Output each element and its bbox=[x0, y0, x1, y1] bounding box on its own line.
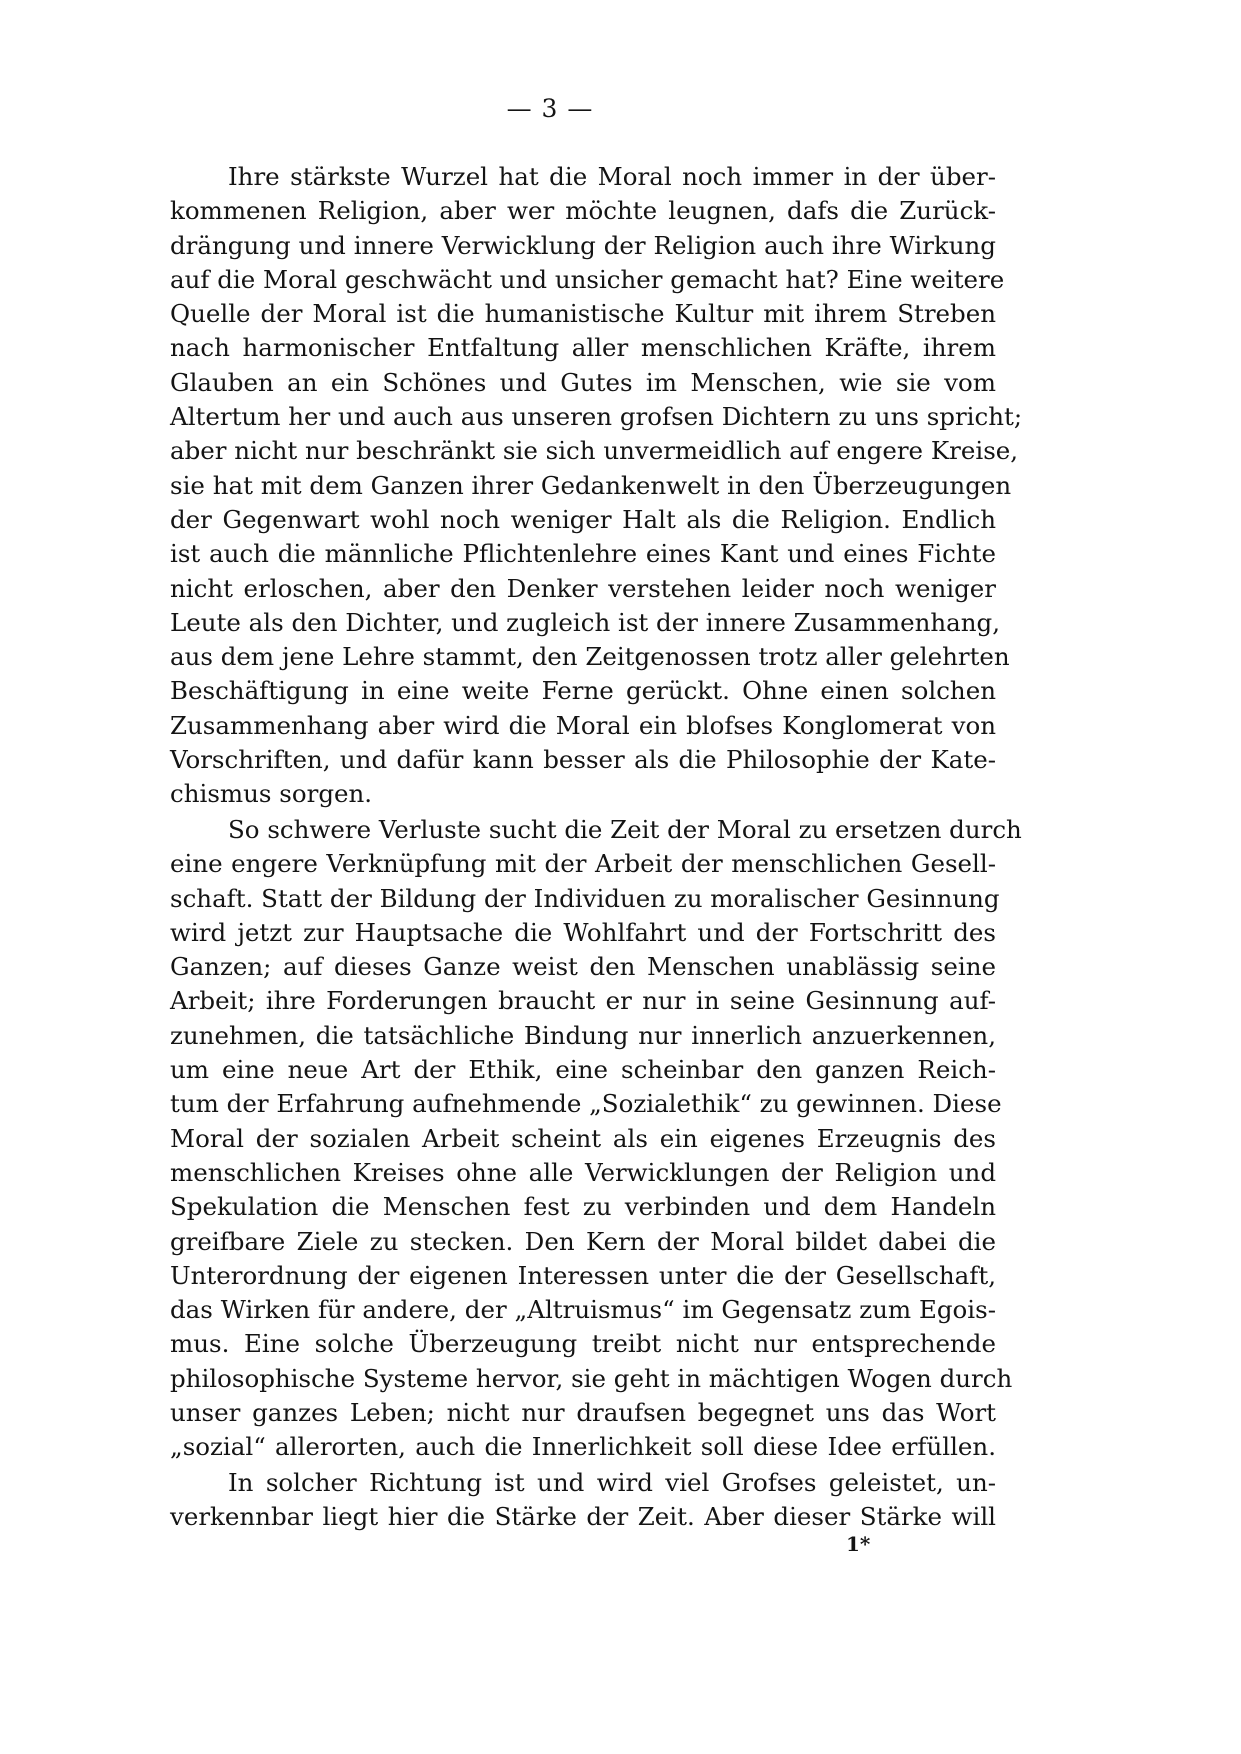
text-line: Quelle der Moral ist die humanistische Kultur mit ihrem Streben bbox=[170, 299, 996, 329]
page-number: — 3 — bbox=[506, 94, 594, 123]
text-line: Arbeit; ihre Forderungen braucht er nur in seine Gesinnung auf- bbox=[170, 986, 996, 1016]
text-line: drängung und innere Verwicklung der Religion auch ihre Wirkung bbox=[170, 230, 996, 260]
text-line: unser ganzes Leben; nicht nur draufsen begegnet uns das Wort bbox=[170, 1398, 996, 1428]
text-line: wird jetzt zur Hauptsache die Wohlfahrt und der Fortschritt des bbox=[170, 917, 996, 947]
text-line: mus. Eine solche Überzeugung treibt nicht nur entsprechende bbox=[170, 1329, 996, 1359]
text-line: Unterordnung der eigenen Interessen unter die der Gesellschaft, bbox=[170, 1260, 996, 1290]
text-line: menschlichen Kreises ohne alle Verwicklungen der Religion und bbox=[170, 1157, 996, 1187]
text-line: aber nicht nur beschränkt sie sich unvermeidlich auf engere Kreise, bbox=[170, 436, 1019, 466]
text-line: Altertum her und auch aus unseren grofsen Dichtern zu uns spricht; bbox=[170, 402, 1023, 432]
text-line: Ganzen; auf dieses Ganze weist den Menschen unablässig seine bbox=[170, 952, 996, 982]
text-line: „sozial“ allerorten, auch die Innerlichkeit soll diese Idee erfüllen. bbox=[170, 1432, 996, 1462]
text-line: auf die Moral geschwächt und unsicher gemacht hat? Eine weitere bbox=[170, 264, 1005, 294]
text-line: In solcher Richtung ist und wird viel Grofses geleistet, un- bbox=[228, 1468, 996, 1497]
text-line: aus dem jene Lehre stammt, den Zeitgenossen trotz aller gelehrten bbox=[170, 642, 1010, 672]
text-line: So schwere Verluste sucht die Zeit der Moral zu ersetzen durch bbox=[228, 815, 1022, 844]
paragraph-2 bbox=[170, 813, 1022, 1465]
text-line: Vorschriften, und dafür kann besser als die Philosophie der Kate- bbox=[170, 745, 996, 775]
text-line: Moral der sozialen Arbeit scheint als ein eigenes Erzeugnis des bbox=[170, 1123, 996, 1153]
text-line: Ihre stärkste Wurzel hat die Moral noch immer in der über- bbox=[228, 162, 996, 191]
text-line: eine engere Verknüpfung mit der Arbeit der menschlichen Gesell- bbox=[170, 849, 996, 879]
text-line: tum der Erfahrung aufnehmende „Sozialethik“ zu gewinnen. Diese bbox=[170, 1089, 1002, 1119]
text-line: sie hat mit dem Ganzen ihrer Gedankenwelt in den Überzeugungen bbox=[170, 470, 1012, 500]
text-line: Beschäftigung in eine weite Ferne gerückt. Ohne einen solchen bbox=[170, 676, 996, 706]
text-line: chismus sorgen. bbox=[170, 779, 373, 809]
text-line: Glauben an ein Schönes und Gutes im Menschen, wie sie vom bbox=[170, 367, 996, 397]
paragraph-1 bbox=[170, 160, 1023, 812]
text-line: zunehmen, die tatsächliche Bindung nur innerlich anzuerkennen, bbox=[170, 1020, 996, 1050]
text-line: um eine neue Art der Ethik, eine scheinbar den ganzen Reich- bbox=[170, 1055, 996, 1085]
text-line: verkennbar liegt hier die Stärke der Zeit. Aber dieser Stärke will bbox=[170, 1502, 996, 1532]
signature-mark: 1* bbox=[846, 1532, 871, 1556]
text-line: das Wirken für andere, der „Altruismus“ im Gegensatz zum Egois- bbox=[170, 1295, 996, 1325]
text-line: nach harmonischer Entfaltung aller menschlichen Kräfte, ihrem bbox=[170, 333, 996, 363]
text-line: philosophische Systeme hervor, sie geht in mächtigen Wogen durch bbox=[170, 1363, 1013, 1393]
text-line: kommenen Religion, aber wer möchte leugnen, dafs die Zurück- bbox=[170, 196, 996, 226]
paragraph-3 bbox=[170, 1466, 996, 1535]
text-line: Leute als den Dichter, und zugleich ist der innere Zusammenhang, bbox=[170, 607, 1000, 637]
text-line: nicht erloschen, aber den Denker verstehen leider noch weniger bbox=[170, 573, 996, 603]
text-line: schaft. Statt der Bildung der Individuen zu moralischer Gesinnung bbox=[170, 883, 1000, 913]
text-line: Zusammenhang aber wird die Moral ein blofses Konglomerat von bbox=[170, 710, 996, 740]
text-line: ist auch die männliche Pflichtenlehre eines Kant und eines Fichte bbox=[170, 539, 996, 569]
text-line: greifbare Ziele zu stecken. Den Kern der Moral bildet dabei die bbox=[170, 1226, 996, 1256]
text-line: Spekulation die Menschen fest zu verbinden und dem Handeln bbox=[170, 1192, 996, 1222]
text-line: der Gegenwart wohl noch weniger Halt als die Religion. Endlich bbox=[170, 504, 996, 534]
